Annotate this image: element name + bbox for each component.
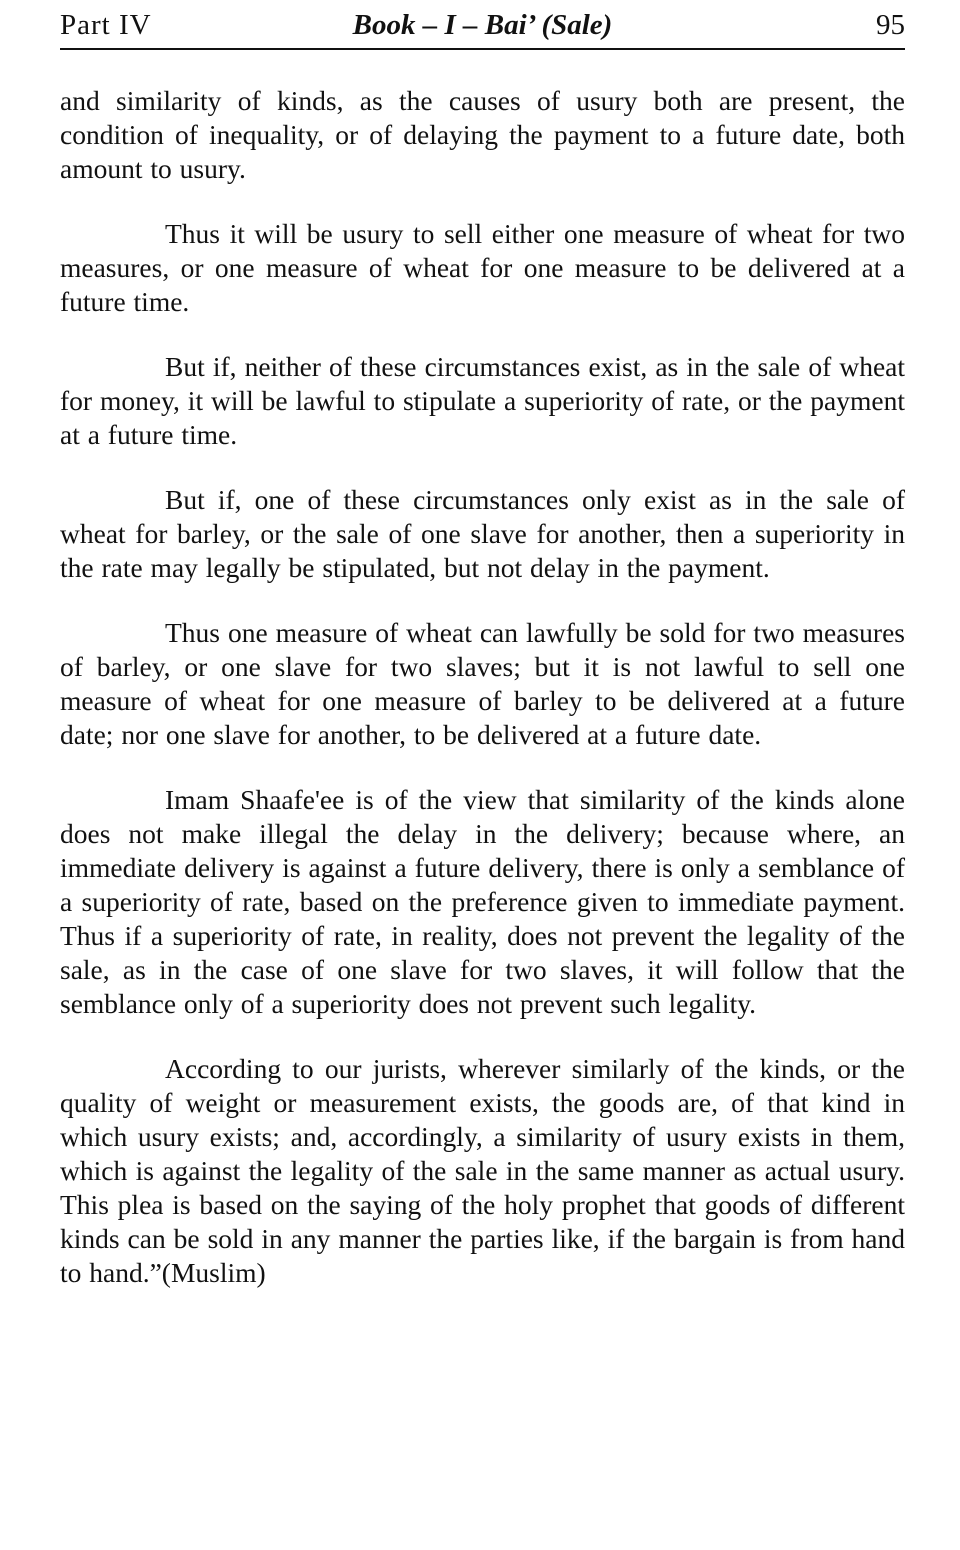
paragraph: But if, one of these circumstances only exist as in the sale of wheat for barley, or the sale of one slave for another, then a superiority in the rate may legally be stipulated, but not delay in the payment. [60,483,905,583]
paragraph: According to our jurists, wherever similarly of the kinds, or the quality of weight or measurement exists, the goods are, of that kind in which usury exists; and, accordingly, a similarity of usury exists in them, which is against the legality of the sale in the same manner as actual usury. This plea is based on the saying of the holy prophet that goods of different kinds can be sold in any manner the parties like, if the bargain is from hand to hand.”(Muslim) [60,1052,905,1288]
paragraph: and similarity of kinds, as the causes of usury both are present, the condition of inequality, or of delaying the payment to a future date, both amount to usury. [60,84,905,184]
body-text [60,84,905,1290]
paragraph: Imam Shaafe'ee is of the view that similarity of the kinds alone does not make illegal the delay in the delivery; because where, an immediate delivery is against a future delivery, there is only a semblance of a superiority of rate, based on the preference given to immediate payment. Thus if a superiority of rate, in reality, does not prevent the legality of the sale, as in the case of one slave for two slaves, it will follow that the semblance only of a superiority does not prevent such legality. [60,783,905,1019]
paragraph: Thus one measure of wheat can lawfully be sold for two measures of barley, or one slave for two slaves; but it is not lawful to sell one measure of wheat for one measure of barley to be delivered at a future date; nor one slave for another, to be delivered at a future date. [60,616,905,750]
header-rule [60,48,905,50]
book-title: Book – I – Bai’ (Sale) [352,9,613,41]
paragraph: But if, neither of these circumstances exist, as in the sale of wheat for money, it will be lawful to stipulate a superiority of rate, or the payment at a future time. [60,350,905,450]
part-label: Part IV [60,9,152,41]
paragraph: Thus it will be usury to sell either one measure of wheat for two measures, or one measure of wheat for one measure to be delivered at a future time. [60,217,905,317]
page-number: 95 [876,9,905,41]
page-header [60,10,905,42]
